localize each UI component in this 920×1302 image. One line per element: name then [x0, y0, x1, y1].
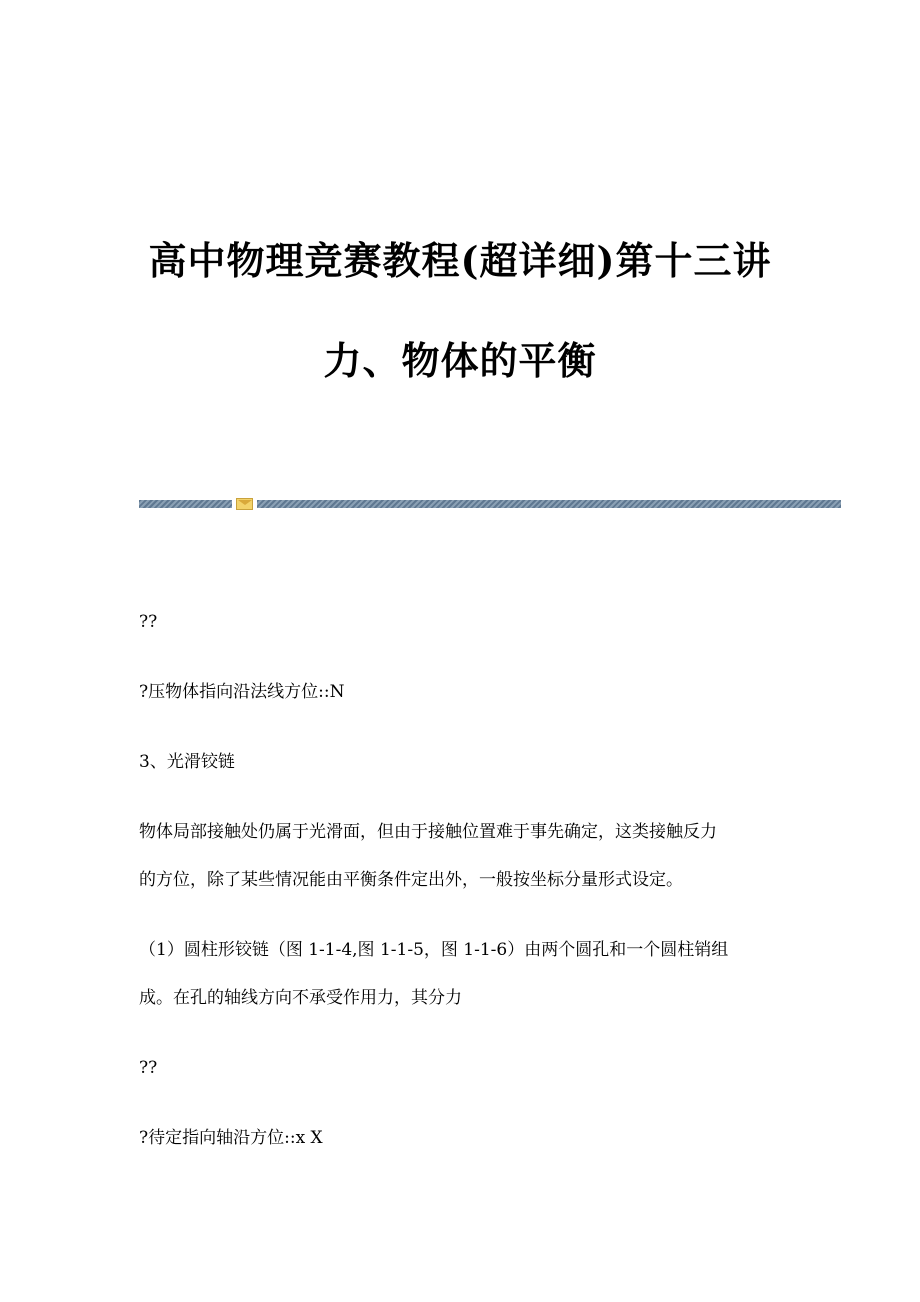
- paragraph-6: （1）圆柱形铰链（图 1-1-4,图 1-1-5，图 1-1-6）由两个圆孔和一个圆柱销组: [139, 940, 729, 960]
- paragraph-7: 成。在孔的轴线方向不承受作用力，其分力: [139, 988, 462, 1008]
- document-title-line-1: 高中物理竞赛教程(超详细)第十三讲: [148, 238, 772, 283]
- divider-bar-left: [139, 500, 232, 508]
- document-title-line-2: 力、物体的平衡: [323, 338, 597, 383]
- paragraph-3: 3、光滑铰链: [139, 752, 235, 772]
- paragraph-2: ?压物体指向沿法线方位::N: [139, 682, 345, 702]
- paragraph-1: ??: [139, 612, 158, 632]
- paragraph-9: ?待定指向轴沿方位::x X: [139, 1128, 323, 1148]
- paragraph-8: ??: [139, 1058, 158, 1078]
- title-divider: [139, 498, 841, 510]
- paragraph-4: 物体局部接触处仍属于光滑面，但由于接触位置难于事先确定，这类接触反力: [139, 822, 717, 842]
- divider-bar-right: [257, 500, 841, 508]
- paragraph-5: 的方位，除了某些情况能由平衡条件定出外，一般按坐标分量形式设定。: [139, 870, 683, 890]
- envelope-icon: [236, 498, 253, 510]
